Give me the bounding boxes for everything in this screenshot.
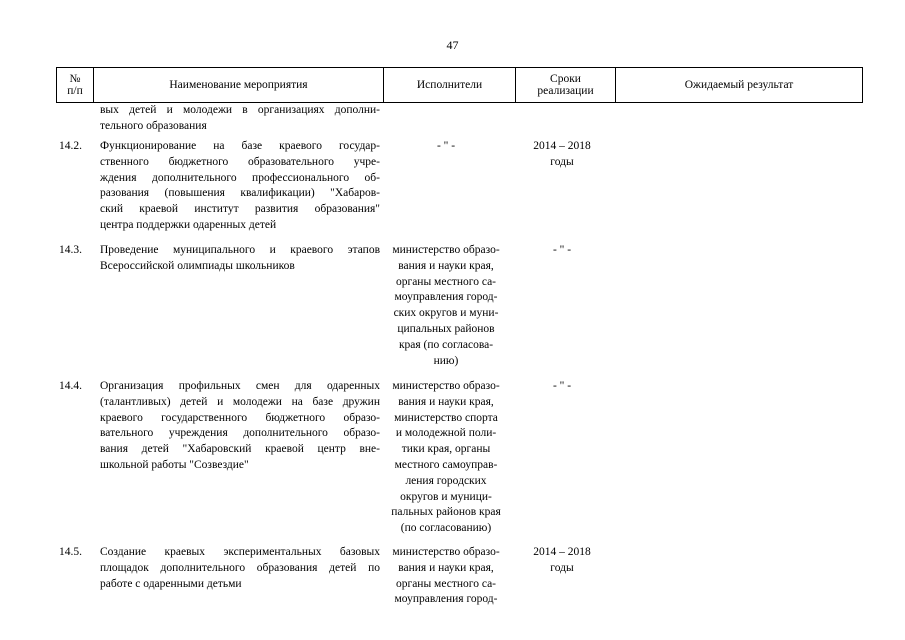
row-number: 14.5. <box>59 546 82 558</box>
row-name-line: ский краевой институт развития образования" <box>100 203 380 216</box>
row-name-line: Создание краевых экспериментальных базовых <box>100 546 380 558</box>
header-result: Ожидаемый результат <box>615 68 862 102</box>
row-terms-line: - " - <box>552 380 572 392</box>
row-name-line: краевого государственного бюджетного образо- <box>100 411 380 424</box>
page-number: 47 <box>446 38 459 52</box>
row-name-line: площадок дополнительного образования детей по <box>100 561 380 574</box>
row-name-line: центра поддержки одаренных детей <box>100 218 277 231</box>
row-executors <box>380 379 512 537</box>
row-executors-line: нию) <box>433 354 459 367</box>
row-executors-line: пальных районов края <box>391 506 501 519</box>
row-terms-line: 2014 – 2018 <box>533 546 591 558</box>
row-name-line: вательного учреждения дополнительного образо- <box>100 427 380 440</box>
row-terms <box>512 243 612 259</box>
header-number <box>57 68 93 102</box>
row-executors-line: ских округов и муни- <box>393 307 499 320</box>
row-executors-line: местного самоуправ- <box>394 458 498 471</box>
row-name-line: работе с одаренными детьми <box>100 577 242 590</box>
row-name-line: Организация профильных смен для одаренных <box>100 380 380 392</box>
row-executors-line: (по согласованию) <box>400 522 492 535</box>
table-header <box>56 67 863 103</box>
row-executors-line: моуправления город- <box>394 291 498 304</box>
header-terms-line: Сроки <box>550 73 581 85</box>
row-executors-line: - " - <box>436 140 456 152</box>
row-name <box>98 243 380 275</box>
row-terms <box>512 379 612 395</box>
row-executors-line: ципальных районов <box>397 322 495 335</box>
row-executors-line: министерство образо- <box>392 380 500 392</box>
row-executors-line: и молодежной поли- <box>395 427 497 440</box>
row-name <box>98 379 380 474</box>
row-name-line: школьной работы "Созвездие" <box>100 458 249 471</box>
header-terms-line: реализации <box>537 85 594 97</box>
row-terms-line: годы <box>550 561 574 574</box>
row-name-line: Проведение муниципального и краевого этапов <box>100 244 380 256</box>
row-executors-line: тики края, органы <box>401 443 491 456</box>
table-row <box>56 379 863 545</box>
row-name-line: ждения дополнительного профессионального об- <box>100 171 380 184</box>
row-number: 14.3. <box>59 244 82 256</box>
row-name-line: тельного образования <box>100 119 207 132</box>
row-name-line: ственного бюджетного образовательного учре- <box>100 155 380 168</box>
row-executors-line: вания и науки края, <box>398 561 494 574</box>
row-terms <box>512 545 612 577</box>
row-executors-line: органы местного са- <box>395 577 496 590</box>
row-terms-line: 2014 – 2018 <box>533 140 591 152</box>
row-name-line: Всероссийской олимпиады школьников <box>100 259 295 272</box>
row-name-line: вания детей "Хабаровский краевой центр вне- <box>100 443 380 456</box>
row-executors-line: округов и муници- <box>400 490 492 503</box>
row-name <box>98 545 380 592</box>
row-name <box>98 139 380 234</box>
row-name-line: Функционирование на базе краевого государ- <box>100 140 380 152</box>
row-executors-line: вания и науки края, <box>398 395 494 408</box>
row-executors-line: моуправления город- <box>394 593 498 606</box>
row-executors <box>380 139 512 155</box>
row-terms <box>512 139 612 171</box>
row-executors-line: края (по согласова- <box>398 338 494 351</box>
row-name-line: (талантливых) детей и молодежи на базе дружин <box>100 395 380 408</box>
header-terms <box>515 68 615 102</box>
row-executors-line: министерство спорта <box>394 411 498 424</box>
table-row <box>56 243 863 379</box>
header-number-line: № <box>69 73 81 85</box>
row-executors <box>380 243 512 369</box>
header-name: Наименование мероприятия <box>93 68 383 102</box>
row-name <box>98 103 380 135</box>
row-executors <box>380 545 512 608</box>
table-body <box>56 103 863 615</box>
table-row <box>56 103 863 139</box>
row-executors-line: вания и науки края, <box>398 259 494 272</box>
row-number: 14.4. <box>59 380 82 392</box>
row-executors-line: ления городских <box>405 474 487 487</box>
row-executors-line: министерство образо- <box>392 244 500 256</box>
row-executors-line: министерство образо- <box>392 546 500 558</box>
table-row <box>56 545 863 615</box>
row-number: 14.2. <box>59 140 82 152</box>
header-executors: Исполнители <box>383 68 515 102</box>
row-name-line: вых детей и молодежи в организациях дополни- <box>100 104 380 116</box>
row-executors-line: органы местного са- <box>395 275 496 288</box>
row-name-line: разования (повышения квалификации) "Хабаров- <box>100 187 380 200</box>
header-number-line: п/п <box>67 85 83 97</box>
row-terms-line: - " - <box>552 244 572 256</box>
row-terms-line: годы <box>550 155 574 168</box>
table-row <box>56 139 863 243</box>
